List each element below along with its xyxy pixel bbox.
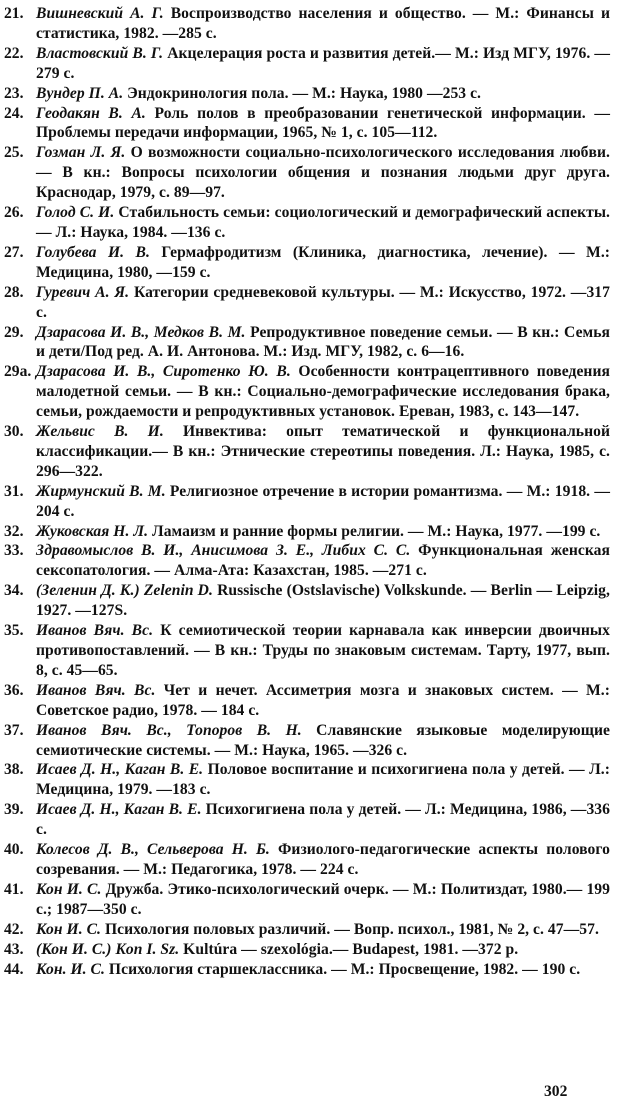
entry-number: 33. (4, 542, 24, 560)
entry-author: Вишневский А. Г. (36, 5, 164, 22)
entry-number: 42. (4, 920, 24, 938)
bibliography-entry (4, 482, 610, 522)
entry-text (36, 84, 610, 104)
bibliography-entry (4, 960, 610, 980)
bibliography-entry (4, 44, 610, 84)
entry-number: 23. (4, 84, 24, 102)
entry-citation: Чет и нечет. Ассиметрия мозга и знаковых систем. — М.: Советское радио, 1978. — 184 с. (36, 681, 610, 719)
entry-number: 29. (4, 323, 24, 341)
entry-number: 35. (4, 622, 24, 640)
entry-text (36, 681, 610, 721)
entry-author: Исаев Д. Н., Каган В. Е. (36, 761, 204, 779)
bibliography-entry (4, 541, 610, 581)
entry-number: 36. (4, 681, 24, 699)
entry-citation: Дружба. Этико-психологический очерк. — М.: Политиздат, 1980.— 199 с.; 1987—350 с. (36, 880, 610, 918)
entry-author: Гуревич А. Я. (36, 283, 130, 301)
entry-author: Кон И. С. (36, 880, 102, 898)
bibliography-entry (4, 283, 610, 323)
entry-author: (Зеленин Д. К.) Zelenin D. (36, 582, 213, 600)
entry-citation: Ламаизм и ранние формы религии. — М.: Наука, 1977. —199 с. (148, 522, 601, 540)
entry-author: Исаев Д. Н., Каган В. Е. (36, 801, 202, 819)
entry-author: Голубева И. В. (36, 243, 150, 261)
entry-citation: Репродуктивное поведение семьи. — В кн.: Семья и дети/Под ред. А. И. Антонова. М.: Изд. МГУ, 1982, с. 6—16. (36, 323, 610, 361)
entry-author: Геодакян В. А. (36, 104, 146, 122)
bibliography-entry (4, 522, 610, 542)
entry-number: 24. (4, 104, 24, 122)
entry-author: Голод С. И. (36, 204, 115, 222)
entry-citation: Воспроизводство населения и общество. — М.: Финансы и статистика, 1982. —285 с. (36, 5, 610, 42)
entry-citation: Психология половых различий. — Вопр. психол., 1981, № 2, с. 47—57. (101, 920, 599, 938)
bibliography-entry (4, 422, 610, 482)
entry-author: Иванов Вяч. Вс. (36, 681, 156, 699)
entry-citation: Kultúra — szexológia.— Budapest, 1981. —372 p. (179, 940, 519, 958)
entry-citation: Особенности контрацептивного поведения малодетной семьи. — В кн.: Социально-демографические исследования брака, семьи, рождаемости и репродуктивных установок. Ереван, 1983, с. 143—147. (36, 363, 610, 421)
entry-text (36, 800, 610, 840)
entry-text (36, 362, 610, 422)
entry-number: 25. (4, 144, 24, 162)
entry-citation: Религиозное отречение в истории романтизма. — М.: 1918. —204 с. (36, 482, 610, 520)
entry-text (36, 422, 610, 482)
entry-number: 43. (4, 940, 24, 958)
bibliography-entry (4, 143, 610, 203)
bibliography-entry (4, 621, 610, 681)
entry-text (36, 840, 610, 880)
bibliography-entry (4, 203, 610, 243)
bibliography-entry (4, 581, 610, 621)
bibliography-entry (4, 4, 610, 44)
entry-number: 41. (4, 880, 24, 898)
entry-citation: Функциональная женская сексопатология. — Алма-Ата: Казахстан, 1985. —271 с. (36, 542, 610, 580)
entry-author: Здравомыслов В. И., Анисимова З. Е., Либих С. С. (36, 542, 411, 560)
entry-number: 37. (4, 721, 24, 739)
bibliography-entry (4, 84, 610, 104)
entry-number: 29а. (4, 363, 32, 381)
entry-author: Вундер П. А. (36, 84, 124, 102)
entry-citation: Гермафродитизм (Клиника, диагностика, лечение). — М.: Медицина, 1980, —159 с. (36, 243, 611, 281)
entry-text (36, 940, 610, 960)
entry-citation: Категории средневековой культуры. — М.: Искусство, 1972. —317 с. (36, 283, 610, 321)
bibliography-entry (4, 362, 610, 422)
entry-citation: Половое воспитание и психогигиена пола у детей. — Л.: Медицина, 1979. —183 с. (36, 761, 610, 799)
entry-number: 32. (4, 522, 24, 540)
entry-number: 21. (4, 5, 24, 22)
entry-author: (Кон И. С.) Kon I. Sz. (36, 940, 180, 958)
entry-author: Колесов Д. В., Сельверова Н. Б. (36, 841, 270, 859)
entry-author: Иванов Вяч. Вс., Топоров В. Н. (36, 721, 302, 739)
bibliography-entry (4, 800, 610, 840)
entry-citation: О возможности социально-психологического исследования любви. — В кн.: Вопросы психологии общения и познания людьми друг друга. Краснодар, 1979, с. 89—97. (36, 144, 610, 202)
document-page (0, 4, 620, 1112)
entry-author: Жельвис В. И. (36, 423, 164, 441)
entry-text (36, 323, 610, 363)
entry-author: Властовский В. Г. (36, 44, 164, 62)
entry-citation: Russische (Ostslavische) Volkskunde. — Berlin — Leipzig, 1927. —127S. (36, 582, 610, 620)
entry-text (36, 621, 610, 681)
entry-author: Жуковская Н. Л. (36, 522, 149, 540)
entry-number: 30. (4, 423, 24, 441)
bibliography-entry (4, 840, 610, 880)
entry-author: Кон И. С. (36, 920, 102, 938)
entry-number: 28. (4, 283, 24, 301)
entry-citation: Физиолого-педагогические аспекты полового созревания. — М.: Педагогика, 1978. — 224 с. (36, 841, 610, 878)
entry-number: 31. (4, 482, 24, 500)
bibliography-entry (4, 880, 610, 920)
bibliography-entry (4, 760, 610, 800)
entry-number: 39. (4, 801, 24, 819)
entry-text (36, 104, 610, 144)
bibliography-entry (4, 681, 610, 721)
entry-text (36, 4, 610, 44)
entry-text (36, 960, 610, 980)
bibliography-entry (4, 104, 610, 144)
entry-author: Гозман Л. Я. (36, 144, 126, 162)
bibliography-entry (4, 323, 610, 363)
bibliography-entry (4, 721, 610, 761)
bibliography-entry (4, 920, 610, 940)
entry-author: Иванов Вяч. Вс. (36, 622, 154, 640)
entry-text (36, 283, 610, 323)
entry-text (36, 721, 610, 761)
page-number: 302 (544, 1083, 568, 1100)
entry-number: 34. (4, 582, 24, 600)
entry-number: 26. (4, 204, 24, 222)
entry-text (36, 760, 610, 800)
entry-number: 40. (4, 841, 24, 859)
entry-text (36, 482, 610, 522)
entry-citation: Инвектива: опыт тематической и функциональной классификации.— В кн.: Этнические стереотипы поведения. Л.: Наука, 1985, с. 296—322. (36, 423, 611, 480)
bibliography-list (0, 4, 620, 979)
entry-text (36, 880, 610, 920)
entry-text (36, 44, 610, 84)
entry-text (36, 581, 610, 621)
entry-number: 22. (4, 44, 24, 62)
entry-number: 38. (4, 761, 24, 779)
entry-citation: Акцелерация роста и развития детей.— М.: Изд МГУ, 1976. —279 с. (36, 44, 610, 82)
entry-number: 27. (4, 243, 24, 261)
entry-text (36, 522, 610, 542)
entry-citation: Эндокринология пола. — М.: Наука, 1980 —253 с. (123, 84, 482, 102)
entry-text (36, 920, 610, 940)
entry-author: Дзарасова И. В., Медков В. М. (36, 323, 246, 341)
bibliography-entry (4, 940, 610, 960)
entry-citation: Психология старшеклассника. — М.: Просвещение, 1982. — 190 с. (104, 960, 581, 978)
entry-text (36, 203, 610, 243)
entry-citation: Славянские языковые моделирующие семиотические системы. — М.: Наука, 1965. —326 с. (36, 721, 610, 759)
entry-author: Дзарасова И. В., Сиротенко Ю. В. (36, 363, 291, 381)
entry-citation: Роль полов в преобразовании генетической информации. — Проблемы передачи информации, 1965, № 1, с. 105—112. (36, 104, 611, 142)
entry-text (36, 541, 610, 581)
entry-citation: Стабильность семьи: социологический и демографический аспекты. — Л.: Наука, 1984. —136 с. (36, 204, 610, 241)
entry-citation: Психогигиена пола у детей. — Л.: Медицина, 1986, —336 с. (36, 801, 610, 839)
entry-text (36, 143, 610, 203)
entry-number: 44. (4, 960, 24, 978)
entry-author: Кон. И. С. (36, 960, 105, 978)
entry-author: Жирмунский В. М. (36, 482, 166, 500)
bibliography-entry (4, 243, 610, 283)
entry-text (36, 243, 610, 283)
entry-citation: К семиотической теории карнавала как инверсии двоичных противопоставлений. — В кн.: Труды по знаковым системам. Тарту, 1977, вып. 8, с. 45—65. (36, 622, 611, 679)
